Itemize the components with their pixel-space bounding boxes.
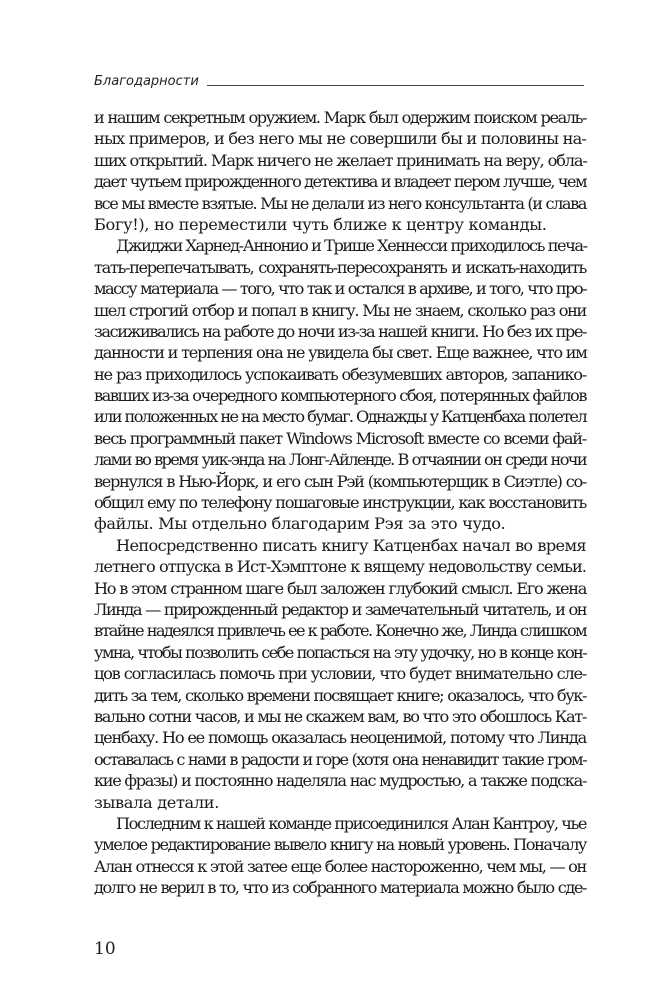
text-line: ценбаху. Но ее помощь оказалась неоценимой, потому что Линда (94, 728, 586, 748)
page-number: 10 (94, 939, 116, 959)
text-line: кие фразы) и постоянно наделяла нас мудростью, а также подска- (94, 771, 586, 791)
body-text (94, 107, 586, 898)
text-line: и нашим секретным оружием. Марк был одержим поиском реаль- (94, 108, 586, 127)
running-header-title: Благодарности (94, 74, 199, 89)
text-line: втайне надеялся привлечь ее к работе. Конечно же, Линда слишком (94, 621, 586, 641)
text-line: шел строгий отбор и попал в книгу. Мы не знаем, сколько раз они (94, 300, 586, 320)
text-line: дить за тем, сколько времени посвящает книге; оказалось, что бук- (94, 685, 586, 705)
paragraph-first-line: Джиджи Харнед-Аннонио и Трише Хеннесси приходилось печа- (116, 236, 587, 256)
text-line: вавших из-за очередного компьютерного сбоя, потерянных файлов (94, 386, 586, 406)
text-line: не раз приходилось успокаивать обезумевших авторов, запанико- (94, 364, 586, 384)
text-line: или положенных не на место бумаг. Однажды у Катценбаха полетел (94, 407, 586, 427)
paragraph-first-line: Непосредственно писать книгу Катценбах начал во время (116, 535, 586, 555)
text-line: массу материала — того, что так и остался в архиве, и того, что про- (94, 279, 586, 299)
text-line: тать-перепечатывать, сохранять-пересохранять и искать-находить (94, 257, 586, 277)
text-line: весь программный пакет Windows Microsoft вместе со всеми фай- (94, 428, 586, 448)
text-line: дает чутьем прирожденного детектива и владеет пером лучше, чем (94, 172, 586, 192)
text-line: ных примеров, и без него мы не совершили бы и половины на- (94, 129, 586, 149)
text-line: зывала детали. (94, 792, 220, 812)
text-line: вально сотни часов, и мы не скажем вам, во что это обошлось Кат- (94, 706, 586, 726)
text-line: умна, чтобы позволить себе попасться на эту удочку, но в конце кон- (94, 642, 586, 662)
text-line: оставалась с нами в радости и горе (хотя она ненавидит такие гром- (94, 749, 586, 769)
text-line: все мы вместе взятые. Мы не делали из него консультанта (и слава (94, 193, 586, 213)
text-line: засиживались на работе до ночи из-за нашей книги. Но без их пре- (94, 321, 586, 341)
text-line: Линда — прирожденный редактор и замечательный читатель, и он (94, 599, 586, 619)
text-line: умелое редактирование вывело книгу на новый уровень. Поначалу (94, 835, 586, 855)
text-line: файлы. Мы отдельно благодарим Рэя за это чудо. (94, 514, 506, 534)
text-line: Алан отнесся к этой затее еще более настороженно, чем мы, — он (94, 856, 586, 876)
text-line: лами во время уик-энда на Лонг-Айленде. В отчаянии он среди ночи (94, 450, 586, 470)
text-line: цов согласилась помочь при условии, что будет внимательно сле- (94, 664, 586, 684)
running-header (94, 66, 584, 90)
text-line: ших открытий. Марк ничего не желает принимать на веру, обла- (94, 150, 587, 170)
text-line: Богу!), но переместили чуть ближе к центру команды. (94, 214, 547, 234)
text-line: вернулся в Нью-Йорк, и его сын Рэй (компьютерщик в Сиэтле) со- (94, 471, 586, 491)
paragraph-first-line: Последним к нашей команде присоединился Алан Кантроу, чье (116, 813, 586, 833)
text-line: летнего отпуска в Ист-Хэмптоне к вящему недовольству семьи. (94, 557, 586, 577)
text-line: долго не верил в то, что из собранного материала можно было сде- (94, 878, 586, 898)
text-line: данности и терпения она не увидела бы свет. Еще важнее, что им (94, 343, 587, 363)
header-rule (207, 85, 584, 86)
text-line: Но в этом странном шаге был заложен глубокий смысл. Его жена (94, 578, 586, 598)
text-line: общил ему по телефону пошаговые инструкции, как восстановить (94, 493, 586, 513)
